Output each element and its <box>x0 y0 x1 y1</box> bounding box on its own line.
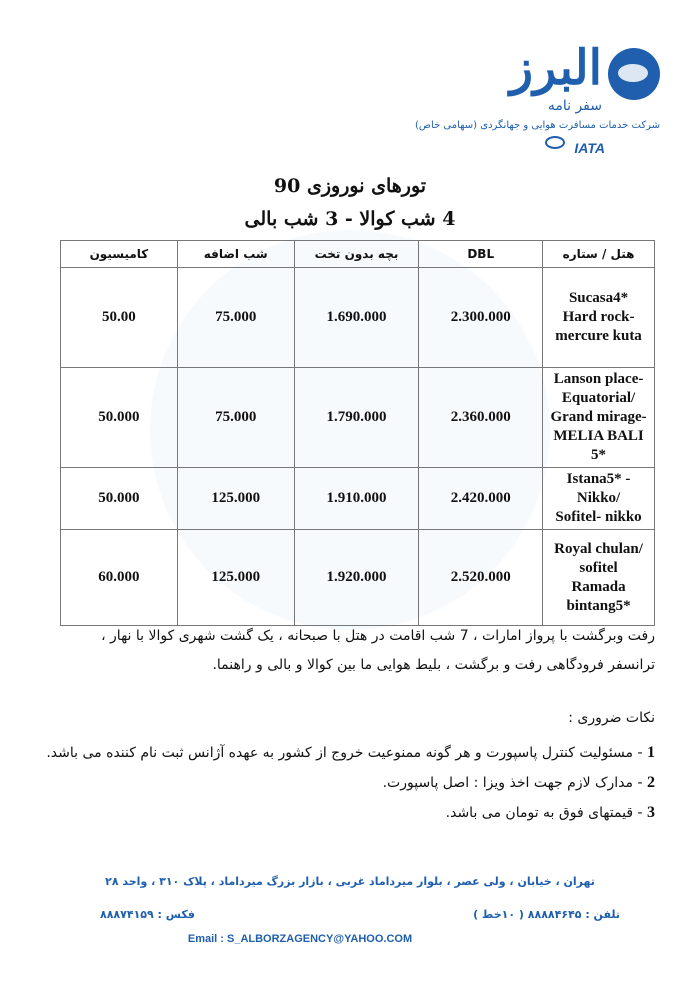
logo-globe-icon <box>608 48 660 100</box>
header-extra-night: شب اضافه <box>177 241 294 268</box>
iata-globe-icon <box>545 136 565 149</box>
hotel-line: Istana5* - <box>566 471 631 487</box>
table-row <box>61 468 655 530</box>
child-cell: 1.790.000 <box>294 368 419 468</box>
table-row <box>61 368 655 468</box>
child-cell: 1.910.000 <box>294 468 419 530</box>
hotel-line: Ramada <box>571 578 626 595</box>
header-commission: کامیسیون <box>61 241 178 268</box>
table-row <box>61 530 655 626</box>
header-child: بچه بدون تخت <box>294 241 419 268</box>
hotel-line: Equatorial/ <box>561 390 636 406</box>
hotel-line: Sucasa4* <box>568 290 629 306</box>
header-hotel: هتل / ستاره <box>543 241 655 268</box>
page-title: تورهای نوروزی 90 <box>273 175 427 197</box>
hotel-line: Nikko/ <box>576 490 621 506</box>
note-text: - مسئولیت کنترل پاسپورت و هر گونه ممنوعیت خروج از کشور به عهده آژانس ثبت نام کننده می باشد. <box>46 745 643 761</box>
description-line: رفت وبرگشت با پرواز امارات ، 7 شب اقامت در هتل با صبحانه ، یک گشت شهری کوالا با نهار ، <box>101 628 655 644</box>
description-line: ترانسفر فرودگاهی رفت و برگشت ، بلیط هوایی ما بین کوالا و بالی و راهنما. <box>212 657 655 673</box>
hotel-line: Hard rock- <box>562 309 635 325</box>
notes-title: نکات ضروری : <box>568 710 655 726</box>
hotel-cell <box>543 530 655 626</box>
table-header-row <box>61 241 655 268</box>
note-item <box>35 768 655 798</box>
hotel-line: Lanson place- <box>553 371 644 387</box>
note-item <box>35 798 655 828</box>
dbl-cell: 2.300.000 <box>419 268 543 368</box>
note-item <box>35 738 655 768</box>
hotel-line: sofitel <box>579 559 618 576</box>
commission-cell: 60.000 <box>61 530 178 626</box>
logo-subname: سفر نامه <box>547 98 602 114</box>
iata-label: IATA <box>574 140 605 156</box>
extra-night-cell: 75.000 <box>177 268 294 368</box>
footer-address: تهران ، خیابان ، ولی عصر ، بلوار میرداماد غربی ، بازار بزرگ میرداماد ، پلاک ۳۱۰ ، واحد ۲۸ <box>105 875 595 888</box>
hotel-line: Grand mirage- <box>550 409 647 425</box>
hotel-line: 5* <box>591 447 607 463</box>
tour-price-table <box>60 240 655 626</box>
extra-night-cell: 125.000 <box>177 530 294 626</box>
page-subtitle: 4 شب کوالا - 3 شب بالی <box>244 208 456 230</box>
dbl-cell: 2.420.000 <box>419 468 543 530</box>
hotel-cell <box>543 268 655 368</box>
notes-list <box>35 738 655 828</box>
hotel-line: mercure kuta <box>555 328 642 344</box>
tour-description <box>40 622 655 680</box>
note-text: - قیمتهای فوق به تومان می باشد. <box>445 805 643 821</box>
table-row <box>61 268 655 368</box>
hotel-line: Royal chulan/ <box>554 540 643 557</box>
child-cell: 1.920.000 <box>294 530 419 626</box>
hotel-line: Sofitel- nikko <box>555 509 642 525</box>
hotel-cell <box>543 368 655 468</box>
extra-night-cell: 75.000 <box>177 368 294 468</box>
hotel-line: bintang5* <box>566 597 631 614</box>
hotel-cell <box>543 468 655 530</box>
footer-tel: تلفن : ۸۸۸۸۴۶۴۵ ( ۱۰خط ) <box>473 908 620 921</box>
dbl-cell: 2.520.000 <box>419 530 543 626</box>
logo-name: البرز <box>509 40 602 96</box>
footer-fax: فکس : ۸۸۸۷۴۱۵۹ <box>100 908 195 921</box>
note-number: 3 <box>647 804 655 821</box>
child-cell: 1.690.000 <box>294 268 419 368</box>
extra-night-cell: 125.000 <box>177 468 294 530</box>
commission-cell: 50.00 <box>61 268 178 368</box>
note-number: 2 <box>647 774 655 791</box>
company-logo <box>415 40 660 170</box>
commission-cell: 50.000 <box>61 468 178 530</box>
header-dbl: DBL <box>419 241 543 268</box>
commission-cell: 50.000 <box>61 368 178 468</box>
note-number: 1 <box>647 744 655 761</box>
dbl-cell: 2.360.000 <box>419 368 543 468</box>
logo-description: شرکت خدمات مسافرت هوایی و جهانگردی (سهامی خاص) <box>415 120 660 131</box>
hotel-line: MELIA BALI <box>553 428 644 444</box>
note-text: - مدارک لازم جهت اخذ ویزا : اصل پاسپورت. <box>382 775 643 791</box>
footer-email[interactable]: Email : S_ALBORZAGENCY@YAHOO.COM <box>187 933 413 945</box>
